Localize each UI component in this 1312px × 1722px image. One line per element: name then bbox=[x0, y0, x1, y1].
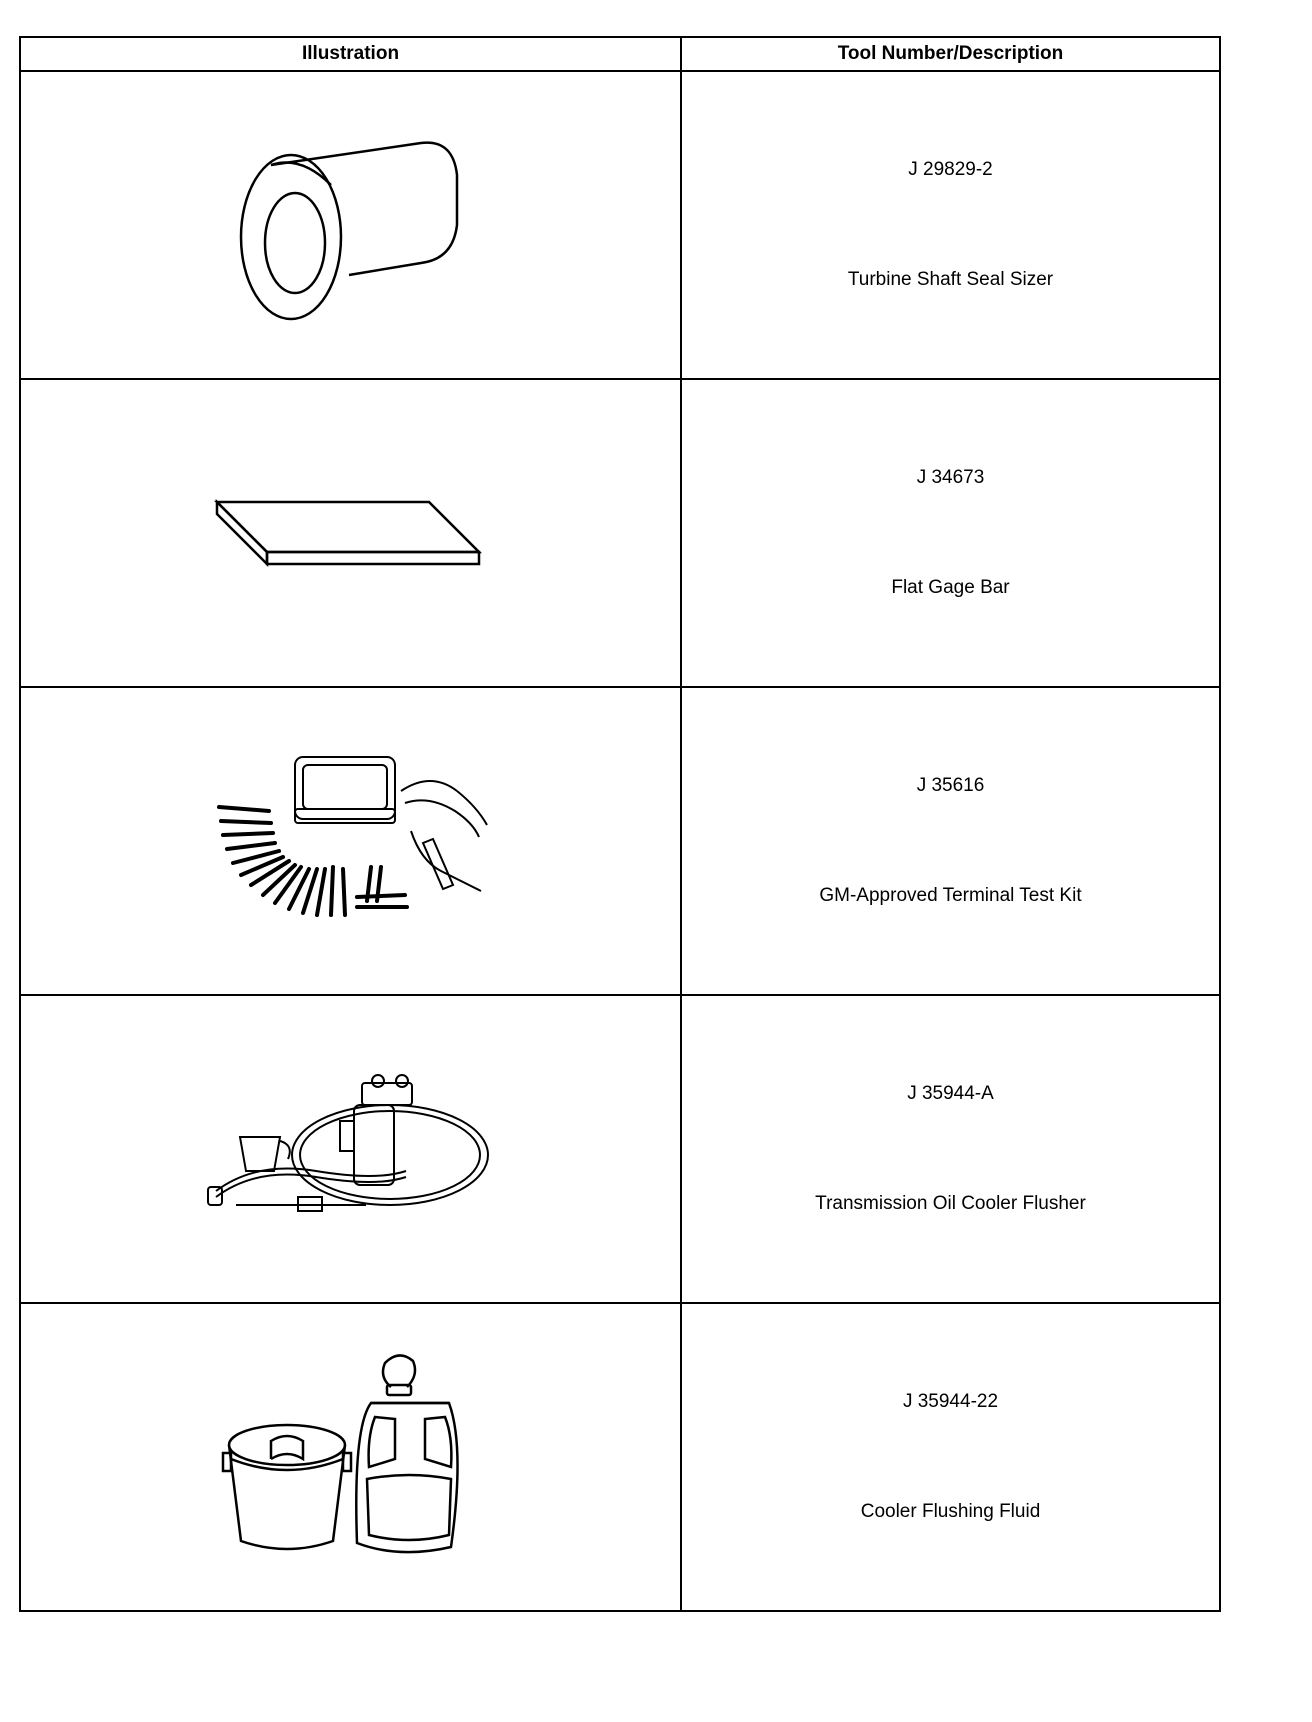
tool-number: J 34673 bbox=[916, 467, 985, 488]
table-row bbox=[20, 687, 1220, 995]
tool-description: Flat Gage Bar bbox=[891, 577, 1010, 598]
table-row bbox=[20, 379, 1220, 687]
tool-cell bbox=[681, 71, 1220, 379]
seal-sizer-icon bbox=[231, 125, 471, 325]
tool-description: Cooler Flushing Fluid bbox=[860, 1501, 1041, 1522]
illustration-cell bbox=[20, 995, 681, 1303]
table-row bbox=[20, 71, 1220, 379]
illustration-cell bbox=[20, 687, 681, 995]
illustration-cell bbox=[20, 379, 681, 687]
tool-cell bbox=[681, 687, 1220, 995]
tool-description: Transmission Oil Cooler Flusher bbox=[815, 1193, 1086, 1214]
tool-number: J 35616 bbox=[916, 775, 985, 796]
tool-cell bbox=[681, 379, 1220, 687]
illustration-cell bbox=[20, 71, 681, 379]
tool-number: J 29829-2 bbox=[908, 159, 993, 180]
header-row bbox=[20, 37, 1220, 71]
tool-number: J 35944-22 bbox=[902, 1391, 999, 1412]
tool-number: J 35944-A bbox=[907, 1083, 994, 1104]
header-illustration: Illustration bbox=[20, 37, 681, 71]
tool-cell bbox=[681, 1303, 1220, 1611]
cooler-flusher-icon bbox=[206, 1069, 496, 1229]
gage-bar-icon bbox=[211, 488, 491, 578]
flushing-fluid-icon bbox=[221, 1347, 481, 1567]
tool-cell bbox=[681, 995, 1220, 1303]
tools-table bbox=[19, 36, 1221, 1612]
illustration-cell bbox=[20, 1303, 681, 1611]
header-tool-number: Tool Number/Description bbox=[681, 37, 1220, 71]
tool-description: Turbine Shaft Seal Sizer bbox=[847, 269, 1054, 290]
tool-description: GM-Approved Terminal Test Kit bbox=[819, 885, 1082, 906]
table-row bbox=[20, 995, 1220, 1303]
terminal-test-kit-icon bbox=[211, 751, 491, 931]
table-row bbox=[20, 1303, 1220, 1611]
